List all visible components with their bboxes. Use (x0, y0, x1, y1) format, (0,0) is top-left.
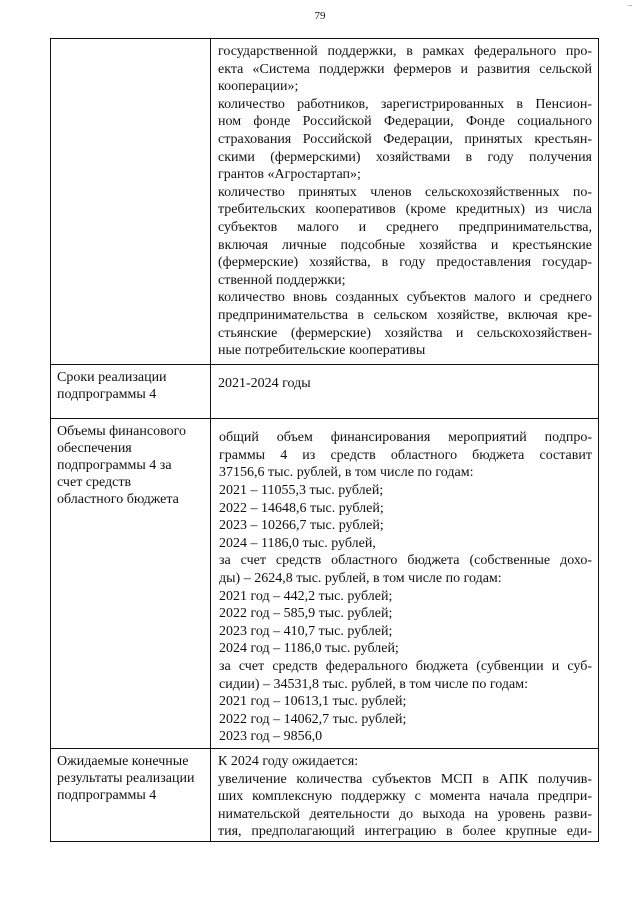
row-content (211, 419, 598, 748)
table-row-expected-results (51, 748, 599, 841)
label-line: Ожидаемые конечные (57, 753, 189, 769)
content-cell (211, 39, 599, 365)
content-line: 2022 год – 585,9 тыс. рублей; (219, 606, 393, 622)
content-line: 2022 год – 14062,7 тыс. рублей; (219, 711, 407, 727)
content-line: ные потребительские кооперативы (218, 343, 426, 359)
content-line: за счет средств федерального бюджета (субвенции и суб- (219, 659, 592, 674)
content-cell (211, 364, 599, 419)
content-line: 2021-2024 годы (218, 375, 311, 391)
content-line: количество принятых членов сельскохозяйственных по- (218, 184, 592, 200)
subprogram-passport-table (50, 38, 599, 842)
content-line: включая личные подсобные хозяйства и крестьянские (218, 237, 592, 253)
page-number: 79 (314, 10, 326, 22)
row-content (211, 365, 598, 419)
label-cell (51, 748, 211, 841)
content-line: нимательской деятельности до выхода на уровень разви- (218, 806, 592, 822)
table-row-implementation-period (51, 364, 599, 419)
table-row-support-indicators (51, 39, 599, 365)
content-line: 2023 год – 9856,0 (219, 729, 323, 745)
content-line: екта «Система поддержки фермеров и развития сельской (218, 61, 592, 77)
content-line: ды) – 2624,8 тыс. рублей, в том числе по годам: (219, 571, 502, 587)
content-cell (211, 748, 599, 841)
content-line: ственной поддержки; (218, 272, 346, 288)
content-line: сидии) – 34531,8 тыс. рублей, в том числе по годам: (219, 676, 528, 692)
content-line: общий объем финансирования мероприятий подпро- (219, 430, 592, 446)
corner-mark: ‒ (627, 0, 632, 10)
content-line: 2024 год – 1186,0 тыс. рублей; (219, 641, 399, 657)
row-label (51, 749, 210, 808)
label-line: обеспечения (57, 441, 132, 457)
label-cell (51, 39, 211, 365)
content-line: стьянские (фермерские) хозяйства и сельскохозяйствен- (218, 325, 592, 341)
content-line: 2023 год – 410,7 тыс. рублей; (219, 623, 393, 639)
content-line: скими (фермерскими) хозяйствами в году получения (218, 149, 592, 165)
content-line: тия, предполагающий интеграцию в более крупные еди- (218, 824, 592, 840)
content-line: требительских кооперативов (кроме кредитных) из числа (218, 202, 592, 218)
content-line: ших комплексную поддержку с момента начала предпри- (218, 789, 592, 805)
content-cell (211, 419, 599, 749)
content-line: увеличение количества субъектов МСП в АПК получив- (218, 771, 592, 787)
content-line: предпринимательства в сельском хозяйстве, включая кре- (218, 307, 592, 323)
content-line: 2021 год – 10613,1 тыс. рублей; (219, 694, 407, 710)
label-line: подпрограммы 4 за (57, 458, 172, 474)
label-cell (51, 364, 211, 419)
label-cell (51, 419, 211, 749)
label-line: подпрограммы 4 (57, 386, 157, 402)
content-line: ном фонде Российской Федерации, Фонде социального (218, 114, 592, 130)
row-label (51, 39, 210, 47)
label-line: подпрограммы 4 (57, 787, 157, 803)
label-line: областного бюджета (57, 492, 179, 508)
row-content (211, 749, 598, 841)
content-line: грантов «Агростартап»; (218, 167, 361, 183)
content-line: 2024 – 1186,0 тыс. рублей, (219, 535, 376, 551)
content-line: 2021 – 11055,3 тыс. рублей; (219, 483, 384, 499)
row-label (51, 419, 210, 512)
content-line: страхования Российской Федерации, принятых крестьян- (218, 131, 592, 147)
content-line: 2021 год – 442,2 тыс. рублей; (219, 588, 393, 604)
table-row-funding-volume (51, 419, 599, 749)
label-line: результаты реализации (57, 770, 195, 786)
content-line: 2022 – 14648,6 тыс. рублей; (219, 500, 384, 516)
content-line: кооперации»; (218, 79, 299, 95)
label-line: Объемы финансового (57, 424, 186, 440)
row-content (211, 39, 598, 364)
content-line: количество работников, зарегистрированных в Пенсион- (218, 96, 592, 112)
label-line: счет средств (57, 475, 132, 491)
content-line: субъектов малого и среднего предпринимательства, (218, 219, 592, 235)
content-line: граммы 4 из средств областного бюджета составит (219, 447, 592, 463)
content-line: (фермерские) хозяйства, в году предоставления государ- (218, 255, 592, 271)
row-label (51, 365, 210, 407)
content-line: К 2024 году ожидается: (218, 753, 359, 769)
label-line: Сроки реализации (57, 369, 167, 385)
content-line: количество вновь созданных субъектов малого и среднего (218, 290, 592, 306)
content-line: за счет средств областного бюджета (собственные дохо- (219, 553, 592, 569)
content-line: 37156,6 тыс. рублей, в том числе по годам: (219, 465, 474, 481)
content-line: государственной поддержки, в рамках федерального про- (218, 44, 592, 59)
content-line: 2023 – 10266,7 тыс. рублей; (219, 518, 384, 534)
